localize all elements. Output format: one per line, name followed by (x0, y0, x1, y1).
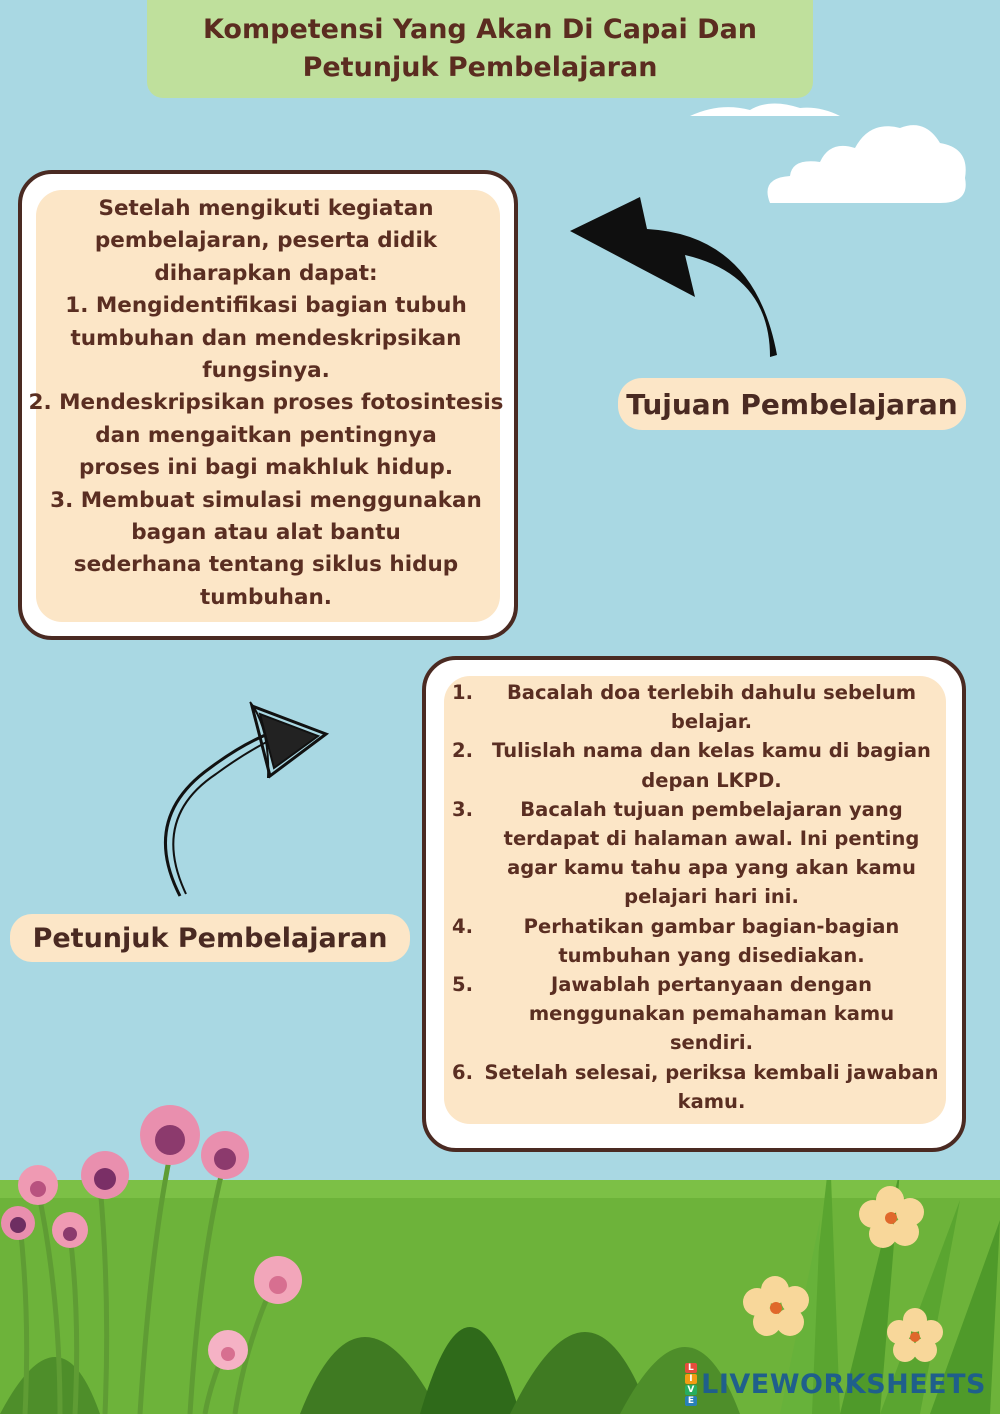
goals-line: tumbuhan dan mendeskripsikan (70, 325, 462, 351)
step-text (473, 678, 950, 736)
goals-line: pembelajaran, peserta didik (94, 228, 438, 254)
goals-label-text: Tujuan Pembelajaran (626, 387, 958, 421)
goals-line: 2. Mendeskripsikan proses fotosintesis (28, 390, 504, 416)
goals-line: bagan atau alat bantu (131, 520, 401, 546)
goals-line: 1. Mengidentifikasi bagian tubuh (65, 293, 467, 319)
goals-line: proses ini bagi makhluk hidup. (78, 455, 453, 481)
step-number: 5. (452, 973, 473, 997)
step-line: sendiri. (669, 1031, 754, 1055)
instruction-step (452, 912, 950, 970)
liveworksheets-watermark (685, 1363, 986, 1406)
step-line: Setelah selesai, periksa kembali jawaban (484, 1060, 939, 1084)
page-title-line-2: Petunjuk Pembelajaran (302, 52, 658, 83)
step-text (473, 795, 950, 912)
goals-text (20, 193, 512, 614)
step-line: depan LKPD. (641, 768, 782, 792)
step-number: 6. (452, 1060, 473, 1084)
goals-label (618, 378, 966, 430)
step-line: Jawablah pertanyaan dengan (550, 973, 872, 997)
instructions-label-text: Petunjuk Pembelajaran (32, 922, 388, 954)
yellow-flowers-illustration (735, 1180, 955, 1370)
goals-line: tumbuhan. (200, 584, 332, 610)
step-line: Bacalah tujuan pembelajaran yang (520, 797, 903, 821)
goals-line: fungsinya. (202, 358, 330, 384)
cloud-small-icon (690, 98, 840, 120)
step-line: menggunakan pemahaman kamu (528, 1002, 895, 1026)
goals-line: sederhana tentang siklus hidup (73, 552, 459, 578)
liveworksheets-logo-icon: L I V E (685, 1363, 697, 1406)
step-number: 4. (452, 914, 473, 938)
arrow-left-up-icon (565, 195, 780, 365)
step-line: agar kamu tahu apa yang akan kamu (507, 856, 916, 880)
step-line: pelajari hari ini. (624, 885, 799, 909)
step-number: 3. (452, 797, 473, 821)
instructions-label (10, 914, 410, 962)
page-title (147, 0, 813, 98)
instructions-list (452, 678, 950, 1116)
step-line: kamu. (677, 1089, 746, 1113)
step-text (473, 1058, 950, 1116)
instruction-step (452, 1058, 950, 1116)
step-text (473, 912, 950, 970)
goals-line: dan mengaitkan pentingnya (95, 422, 437, 448)
step-text (473, 736, 950, 794)
step-number: 1. (452, 681, 473, 704)
watermark-text: LIVEWORKSHEETS (701, 1369, 986, 1400)
arrow-hand-drawn-icon (150, 698, 335, 903)
goals-line: diharapkan dapat: (154, 260, 378, 286)
instruction-step (452, 678, 950, 736)
page-title-line-1: Kompetensi Yang Akan Di Capai Dan (202, 14, 758, 45)
cloud-icon (760, 118, 970, 208)
instruction-step (452, 736, 950, 794)
goals-line: 3. Membuat simulasi menggunakan (50, 487, 482, 513)
step-line: Bacalah doa terlebih dahulu sebelum (506, 681, 917, 704)
goals-line: Setelah mengikuti kegiatan (98, 196, 434, 221)
instruction-step (452, 795, 950, 912)
step-line: Tulislah nama dan kelas kamu di bagian (492, 739, 931, 763)
step-line: terdapat di halaman awal. Ini penting (503, 827, 920, 851)
instruction-step (452, 970, 950, 1058)
step-number: 2. (452, 739, 473, 763)
step-line: tumbuhan yang disediakan. (558, 943, 865, 967)
step-line: Perhatikan gambar bagian-bagian (523, 914, 900, 938)
step-text (473, 970, 950, 1058)
flowers-illustration (0, 1095, 340, 1414)
step-line: belajar. (670, 710, 753, 734)
